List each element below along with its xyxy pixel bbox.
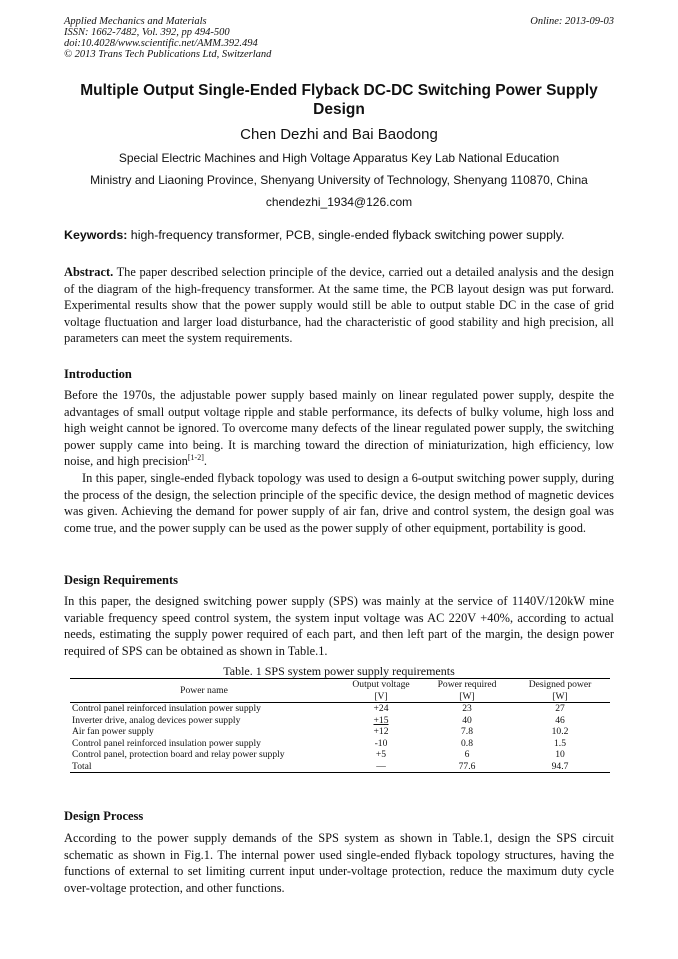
cell-power-required: 6 (464, 749, 470, 760)
cell-power-name: Air fan power supply (72, 726, 154, 737)
intro-p1-end: . (203, 454, 207, 469)
table-row (70, 738, 610, 750)
cell-power-required: 7.8 (461, 726, 473, 737)
paper-title: Multiple Output Single-Ended Flyback DC-DC Switching Power Supply Design (80, 82, 598, 118)
cell-designed-power: 27 (555, 703, 565, 714)
journal-issn: ISSN: 1662-7482, Vol. 392, pp 494-500 (64, 27, 230, 38)
col-header-output-voltage (338, 679, 424, 703)
author-email: chendezhi_1934@126.com (265, 195, 413, 209)
keywords-text: high-frequency transformer, PCB, single-ended flyback switching power supply. (127, 228, 565, 242)
cell-power-name: Control panel, protection board and relay power supply (72, 749, 285, 760)
col-header-power-required (424, 679, 510, 703)
abstract (64, 264, 614, 347)
table-row (70, 726, 610, 738)
col-header-output-voltage-label: Output voltage (352, 679, 410, 690)
intro-p1-text: Before the 1970s, the adjustable power supply based mainly on linear regulated power supply, despite the advantages of small output voltage ripple and stable performance, its defects of bulky volume, high loss and high weight cannot be ignored. To overcome many defects of the linear regulated power supply, the switching power supply came into being. It is marching toward the direction of miniaturization, high efficiency, low noise, and high precision (64, 388, 614, 469)
col-header-power-name: Power name (70, 679, 338, 703)
heading-introduction: Introduction (64, 367, 132, 381)
cell-designed-power: 1.5 (554, 737, 566, 749)
cell-output-voltage: — (338, 761, 424, 773)
table-row (70, 749, 610, 761)
table-row (70, 703, 610, 715)
design-process-paragraph: According to the power supply demands of the SPS system as shown in Table.1, design the SPS circuit schematic as shown in Fig.1. The internal power used single-ended flyback topology structures, having the functions of external to set limiting current input under-voltage protection, reduce the maximum duty cycle over-voltage protection, and other functions. (64, 831, 614, 895)
cell-power-name: Control panel reinforced insulation power supply (72, 737, 261, 749)
intro-paragraph-2: In this paper, single-ended flyback topology was used to design a 6-output switching power supply, during the process of the design, the selection principle of the specific device, the design method of magnetic devices was given. Achieving the demand for power supply of air fan, drive and control system, the design goal was come true, and the power supply can be used as the power supply of other equipment, portability is good. (64, 471, 614, 535)
table-row (70, 715, 610, 727)
cell-designed-power: 94.7 (510, 761, 610, 773)
cell-power-required: 77.6 (424, 761, 510, 773)
cell-power-name: Inverter drive, analog devices power supply (72, 714, 241, 726)
keywords-label: Keywords: (64, 228, 128, 242)
cell-designed-power: 46 (555, 714, 565, 726)
journal-doi: doi:10.4028/www.scientific.net/AMM.392.494 (64, 38, 258, 49)
table-caption: Table. 1 SPS system power supply requirements (223, 664, 455, 678)
online-date: Online: 2013-09-03 (530, 16, 614, 27)
cell-output-voltage: -10 (374, 737, 388, 749)
requirements-paragraph: In this paper, the designed switching power supply (SPS) was mainly at the service of 1140V/120kW mine variable frequency speed control system, the system input voltage was AC 220V +40%, according to actual needs, estimating the supply power required of each part, and then left part of the margin, the design power required of SPS can be obtained as shown in Table.1. (64, 594, 614, 658)
affiliation-line-2: Ministry and Liaoning Province, Shenyang University of Technology, Shenyang 110870, China (90, 173, 588, 187)
col-header-designed-power-label: Designed power (528, 679, 592, 690)
cell-output-voltage: +24 (373, 703, 389, 714)
cell-output-voltage: +15 (373, 714, 389, 726)
table-header-row (70, 679, 610, 703)
cell-output-voltage: +12 (373, 726, 389, 737)
intro-p1-citation: [1-2] (187, 453, 204, 463)
cell-designed-power: 10.2 (551, 726, 569, 737)
cell-power-required: 23 (462, 703, 472, 714)
table-row-total (70, 761, 610, 773)
col-header-power-required-label: Power required (437, 679, 497, 690)
journal-name: Applied Mechanics and Materials (64, 16, 207, 27)
abstract-label: Abstract. (64, 265, 114, 279)
heading-design-requirements: Design Requirements (64, 573, 179, 587)
cell-power-name: Control panel reinforced insulation power supply (72, 703, 261, 714)
journal-header (64, 16, 271, 60)
abstract-text: The paper described selection principle of the device, carried out a detailed analysis and the design of the diagram of the high-frequency transformer. At the same time, the PCB layout design was put forward. Experimental results show that the power supply would still be able to output stable DC in the case of grid voltage fluctuation and larger load disturbance, had the characteristic of good stability and high precision, all parameters can meet the system requirements. (64, 265, 614, 346)
cell-output-voltage: +5 (375, 749, 387, 760)
requirements-table (70, 678, 610, 773)
col-header-power-required-unit: [W] (459, 690, 475, 702)
cell-power-name: Total (70, 761, 338, 773)
intro-paragraph-1 (64, 387, 614, 470)
cell-power-required: 40 (462, 714, 472, 726)
affiliation-line-1: Special Electric Machines and High Voltage Apparatus Key Lab National Education (118, 151, 560, 165)
cell-designed-power: 10 (555, 749, 565, 760)
keywords (64, 228, 614, 242)
heading-design-process: Design Process (64, 809, 144, 823)
cell-power-required: 0.8 (461, 737, 473, 749)
paper-authors: Chen Dezhi and Bai Baodong (240, 126, 438, 143)
col-header-output-voltage-unit: [V] (374, 690, 388, 702)
col-header-designed-power (510, 679, 610, 703)
journal-copyright: © 2013 Trans Tech Publications Ltd, Switzerland (64, 49, 272, 60)
col-header-designed-power-unit: [W] (552, 690, 568, 702)
